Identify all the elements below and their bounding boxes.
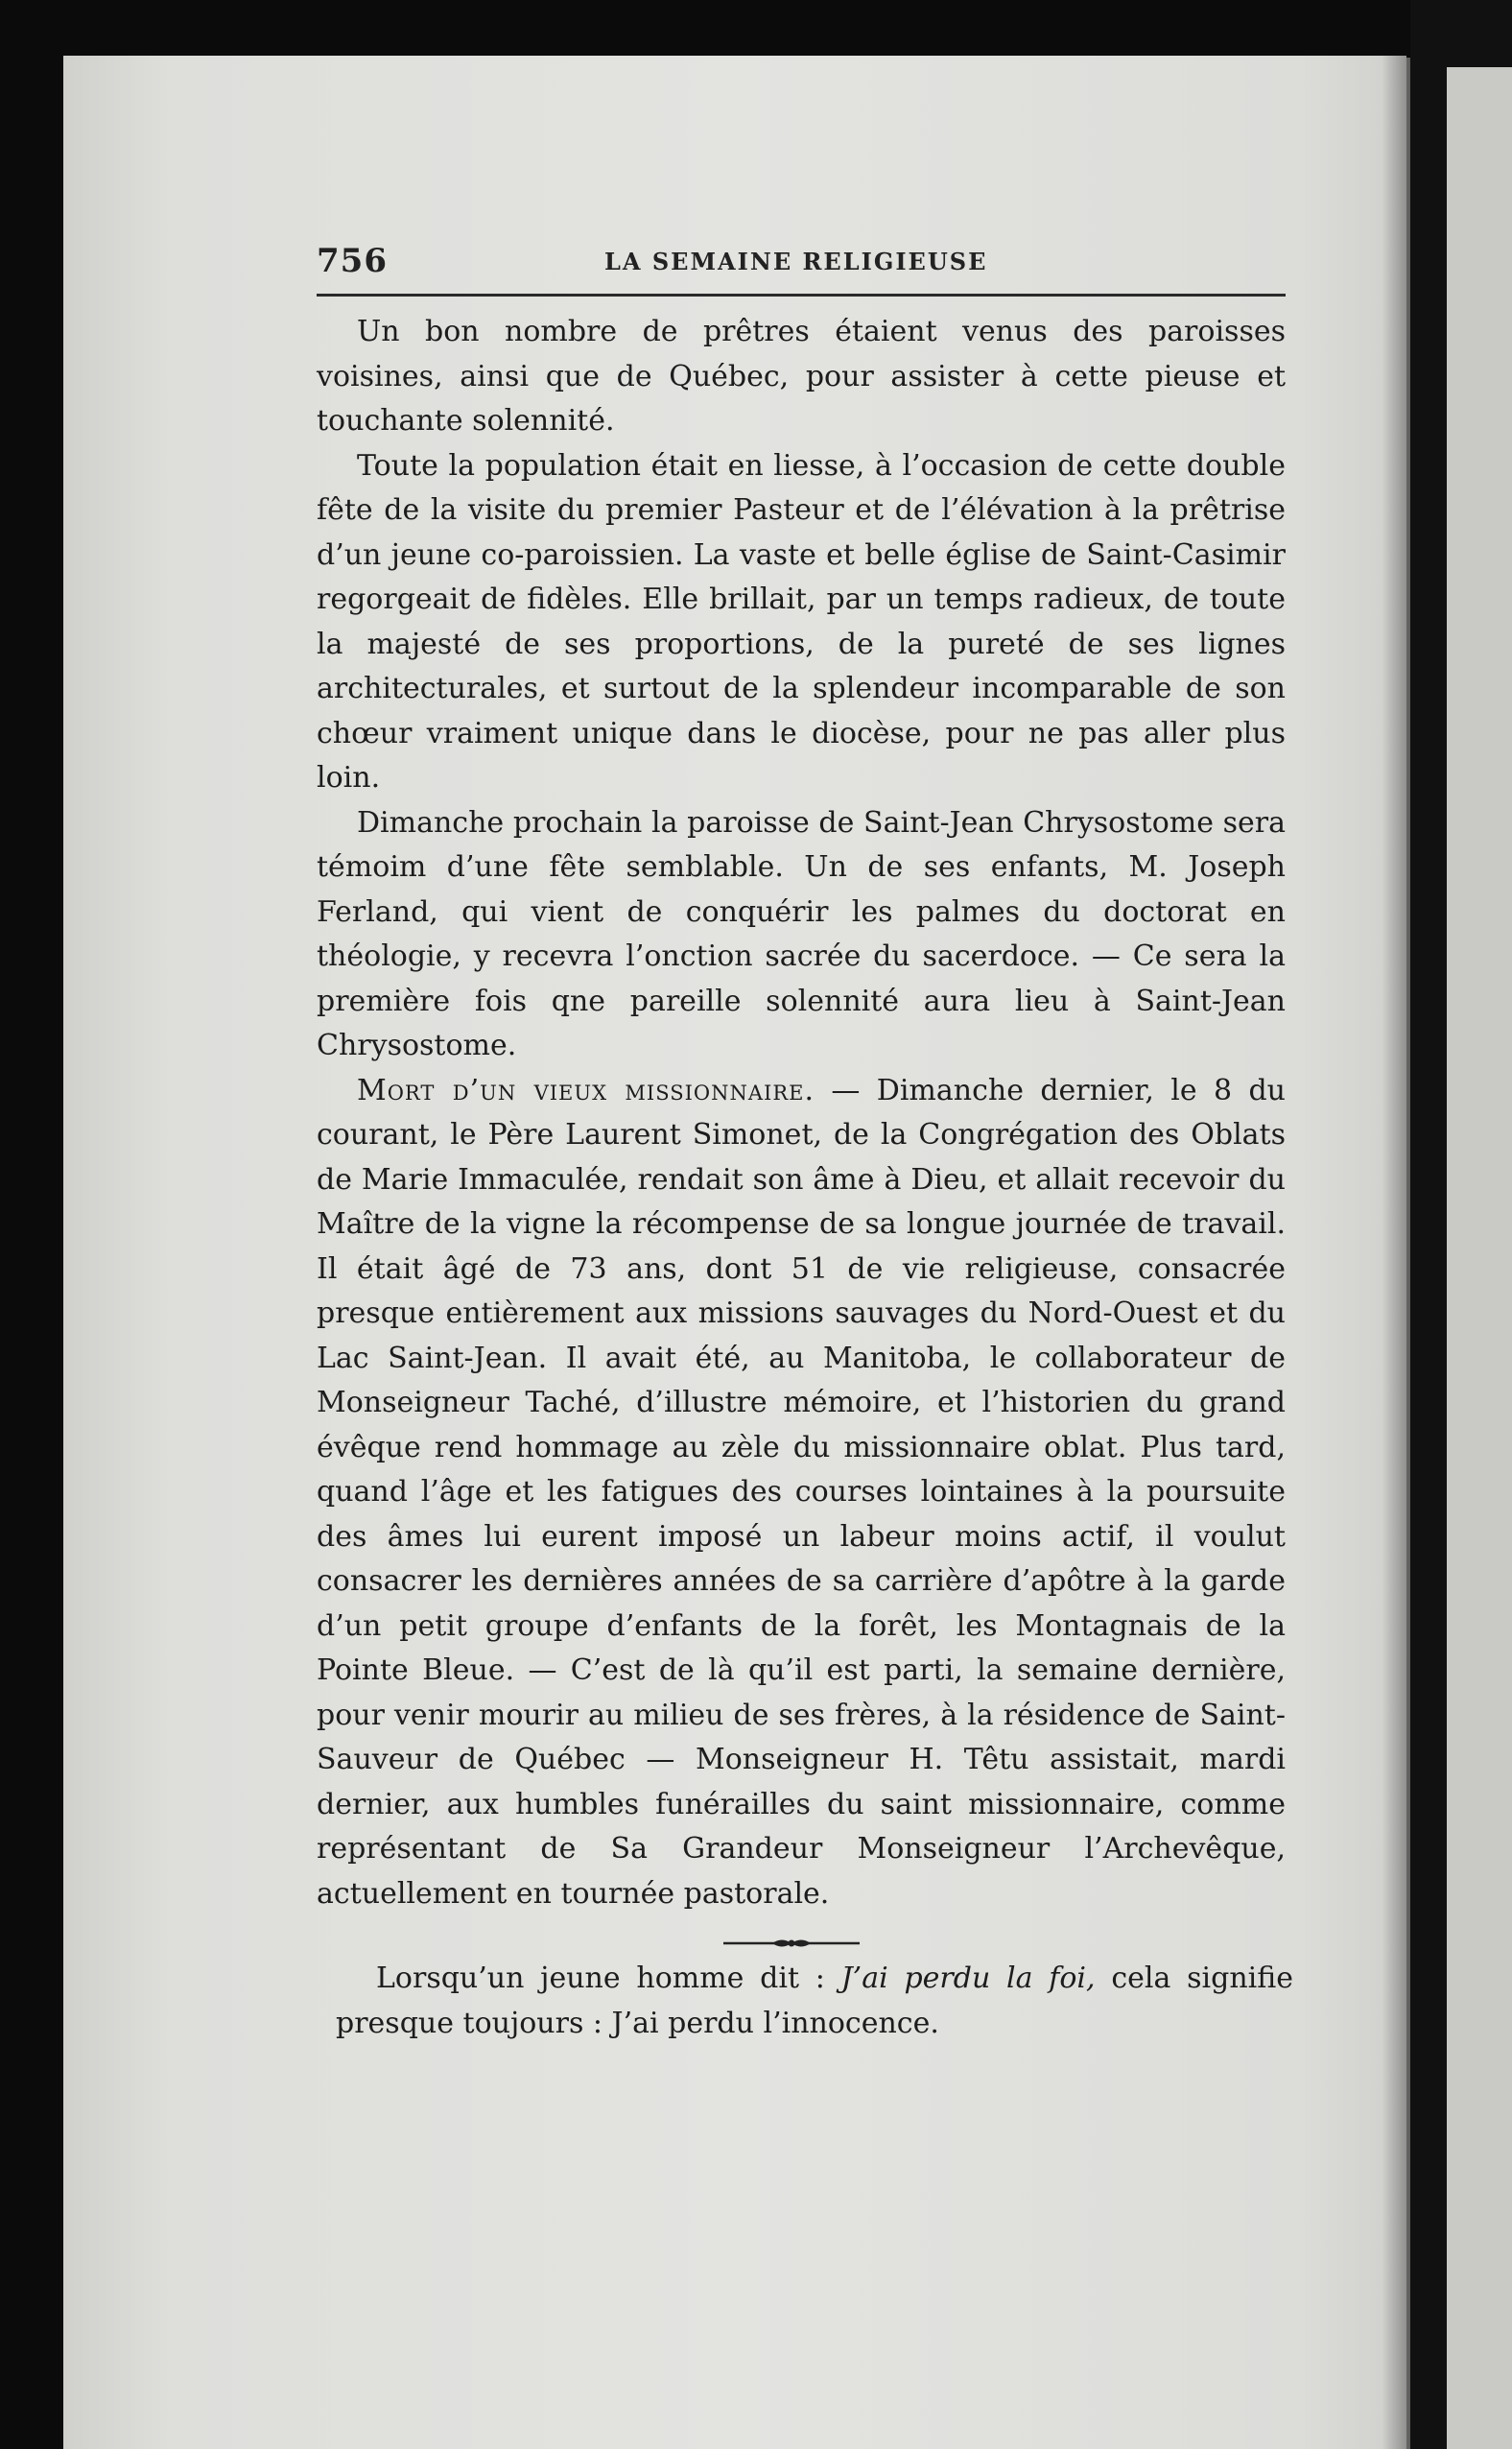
scan-border-left (0, 0, 63, 2449)
page-gutter-shadow (1382, 56, 1410, 2449)
maxim-quote-italic: J’ai perdu la foi, (840, 1962, 1096, 1995)
paragraph-obituary (317, 1069, 1286, 1917)
maxim-text-after: cela signifie presque toujours : J’ai perdu l’innocence. (336, 1962, 1293, 2040)
closing-maxim (336, 1956, 1293, 2046)
paragraph-text: — Dimanche dernier, le 8 du courant, le Père Laurent Simonet, de la Congrégation des Oblats de Marie Immaculée, rendait son âme à Dieu, et allait recevoir du Maître de la vigne la récompense de sa longue journée de travail. Il était âgé de 73 ans, dont 51 de vie religieuse, consacrée presque entièrement aux missions sauvages du Nord-Ouest et du Lac Saint-Jean. Il avait été, au Manitoba, le collaborateur de Monseigneur Taché, d’illustre mémoire, et l’historien du grand évêque rend hommage au zèle du missionnaire oblat. Plus tard, quand l’âge et les fatigues des courses lointaines à la poursuite des âmes lui eurent imposé un labeur moins actif, il voulut consacrer les dernières années de sa carrière d’apôtre à la garde d’un petit groupe d’enfants de la forêt, les Montagnais de la Pointe Bleue. — C’est de là qu’il est parti, la semaine dernière, pour venir mourir au milieu de ses frères, à la résidence de Saint-Sauveur de Québec — Monseigneur H. Têtu assistait, mardi dernier, aux humbles funérailles du saint missionnaire, comme représentant de Sa Grandeur Monseigneur l’Archevêque, actuellement en tournée pastorale. (317, 1073, 1286, 1911)
running-head (317, 242, 1286, 290)
section-divider-ornament (720, 1934, 863, 1953)
next-page-edge (1447, 67, 1512, 2449)
scan-border-top (0, 0, 1512, 58)
maxim-text-before: Lorsqu’un jeune homme dit : (376, 1962, 841, 1995)
paragraph-text: Un bon nombre de prêtres étaient venus des paroisses voisines, ainsi que de Québec, pour assister à cette pieuse et touchante solennité. (317, 315, 1286, 438)
paragraph-text: Dimanche prochain la paroisse de Saint-Jean Chrysostome sera témoim d’une fête semblable. Un de ses enfants, M. Joseph Ferland, qui vient de conquérir les palmes du doctorat en théologie, y recevra l’onction sacrée du sacerdoce. — Ce sera la première fois qne pareille solennité aura lieu à Saint-Jean Chrysostome. (317, 805, 1286, 1062)
header-rule (317, 294, 1286, 297)
paragraph-saint-jean (317, 801, 1286, 1069)
obituary-heading: Mort d’un vieux missionnaire. (357, 1073, 815, 1107)
paragraph-text: Toute la population était en liesse, à l’occasion de cette double fête de la visite du premier Pasteur et de l’élévation à la prêtrise d’un jeune co-paroissien. La vaste et belle église de Saint-Casimir regorgeait de fidèles. Elle brillait, par un temps radieux, de toute la majesté de ses proportions, de la pureté de ses lignes architecturales, et surtout de la splendeur incomparable de son chœur vraiment unique dans le diocèse, pour ne pas aller plus loin. (317, 448, 1286, 795)
article-body (317, 310, 1286, 1916)
running-title: LA SEMAINE RELIGIEUSE (604, 248, 988, 275)
paragraph-priests (317, 310, 1286, 444)
maxim-paragraph (336, 1956, 1293, 2046)
paragraph-celebration (317, 444, 1286, 801)
page-number: 756 (317, 242, 388, 280)
